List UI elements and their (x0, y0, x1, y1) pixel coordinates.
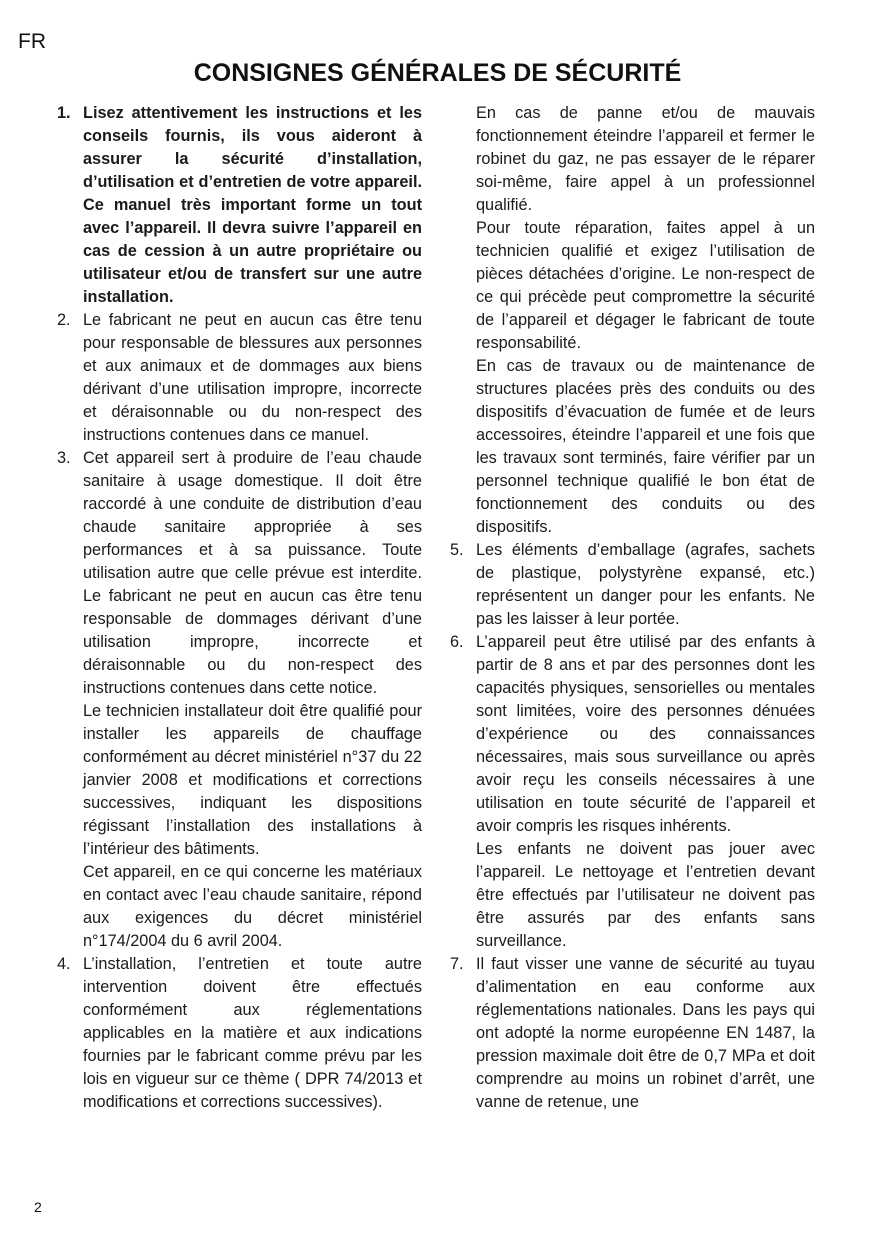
list-item-5 (450, 539, 815, 631)
language-code: FR (18, 30, 46, 53)
left-column (57, 102, 422, 1114)
item-number: 4. (57, 955, 71, 973)
item-paragraph: Le technicien installateur doit être qualifié pour installer les appareils de chauffage conformément au décret ministériel n°37 du 22 janvier 2008 et modifications et corrections successives, indiquant les dispositions régissant l’installation des installations à l’intérieur des bâtiments. (83, 702, 422, 858)
item-number: 3. (57, 449, 71, 467)
item-paragraph: Le fabricant ne peut en aucun cas être tenu pour responsable de blessures aux personnes et aux animaux et de dommages aux biens dérivant d’une utilisation impropre, incorrecte et déraisonnable ou du non-respect des instructions contenues dans ce manuel. (83, 311, 422, 444)
item-paragraph: Pour toute réparation, faites appel à un technicien qualifié et exigez l’utilisation de pièces détachées d’origine. Le non-respect de ce qui précède peut compromettre la sécurité de l’appareil et dégager le fabricant de toute responsabilité. (476, 219, 815, 352)
item-number: 5. (450, 541, 464, 559)
item-number: 6. (450, 633, 464, 651)
list-item-7 (450, 953, 815, 1114)
right-column (450, 102, 815, 1114)
item-paragraph: Les enfants ne doivent pas jouer avec l’appareil. Le nettoyage et l’entretien devant être effectués par l’utilisateur ne doivent pas être assurés par des enfants sans surveillance. (476, 840, 815, 950)
item-paragraph: Les éléments d’emballage (agrafes, sachets de plastique, polystyrène expansé, etc.) représentent un danger pour les enfants. Ne pas les laisser à leur portée. (476, 541, 815, 628)
list-item-4-continued (450, 102, 815, 539)
item-paragraph: Il faut visser une vanne de sécurité au tuyau d’alimentation en eau conforme aux réglementations nationales. Dans les pays qui ont adopté la norme européenne EN 1487, la pression maximale doit être de 0,7 MPa et doit comprendre au moins un robinet d’arrêt, une vanne de retenue, une (476, 955, 815, 1111)
list-item-6 (450, 631, 815, 953)
list-item-4 (57, 953, 422, 1114)
item-number: 1. (57, 104, 71, 122)
item-paragraph: L’installation, l’entretien et toute autre intervention doivent être effectués conformément aux réglementations applicables en la matière et aux indications fournies par le fabricant comme prévu par les lois en vigueur sur ce thème ( DPR 74/2013 et modifications et corrections successives). (83, 955, 422, 1111)
list-item-2 (57, 309, 422, 447)
item-number: 2. (57, 311, 71, 329)
item-number: 7. (450, 955, 464, 973)
page-number: 2 (34, 1199, 42, 1215)
list-item-1 (57, 102, 422, 309)
item-paragraph: Cet appareil sert à produire de l’eau chaude sanitaire à usage domestique. Il doit être raccordé à une conduite de distribution d’eau chaude sanitaire appropriée à ses performances et à sa puissance. Toute utilisation autre que celle prévue est interdite. Le fabricant ne peut en aucun cas être tenu responsable de dommages dérivant d’une utilisation impropre, incorrecte et déraisonnable ou du non-respect des instructions contenues dans cette notice. (83, 449, 422, 697)
item-paragraph: Lisez attentivement les instructions et les conseils fournis, ils vous aideront à assurer la sécurité d’installation, d’utilisation et d’entretien de votre appareil. Ce manuel très important forme un tout avec l’appareil. Il devra suivre l’appareil en cas de cession à un autre propriétaire ou utilisateur et/ou de transfert sur une autre installation. (83, 104, 422, 306)
item-paragraph: Cet appareil, en ce qui concerne les matériaux en contact avec l’eau chaude sanitaire, répond aux exigences du décret ministériel n°174/2004 du 6 avril 2004. (83, 863, 422, 950)
item-paragraph: En cas de panne et/ou de mauvais fonctionnement éteindre l’appareil et fermer le robinet du gaz, ne pas essayer de le réparer soi-même, faire appel à un professionnel qualifié. (476, 104, 815, 214)
list-item-3 (57, 447, 422, 953)
page-title: CONSIGNES GÉNÉRALES DE SÉCURITÉ (193, 59, 682, 87)
item-paragraph: En cas de travaux ou de maintenance de structures placées près des conduits ou des dispositifs d’évacuation de fumée et de leurs accessoires, éteindre l’appareil et une fois que les travaux sont terminés, faire vérifier par un personnel technique qualifié le bon état de fonctionnement des conduits ou des dispositifs. (476, 357, 815, 536)
item-paragraph: L’appareil peut être utilisé par des enfants à partir de 8 ans et par des personnes dont les capacités physiques, sensorielles ou mentales sont limitées, voire des personnes dénuées d’expérience ou des connaissances nécessaires, mais sous surveillance ou après avoir reçu les conseils nécessaires à une utilisation en toute sécurité de l’appareil et avoir compris les risques inhérents. (476, 633, 815, 835)
